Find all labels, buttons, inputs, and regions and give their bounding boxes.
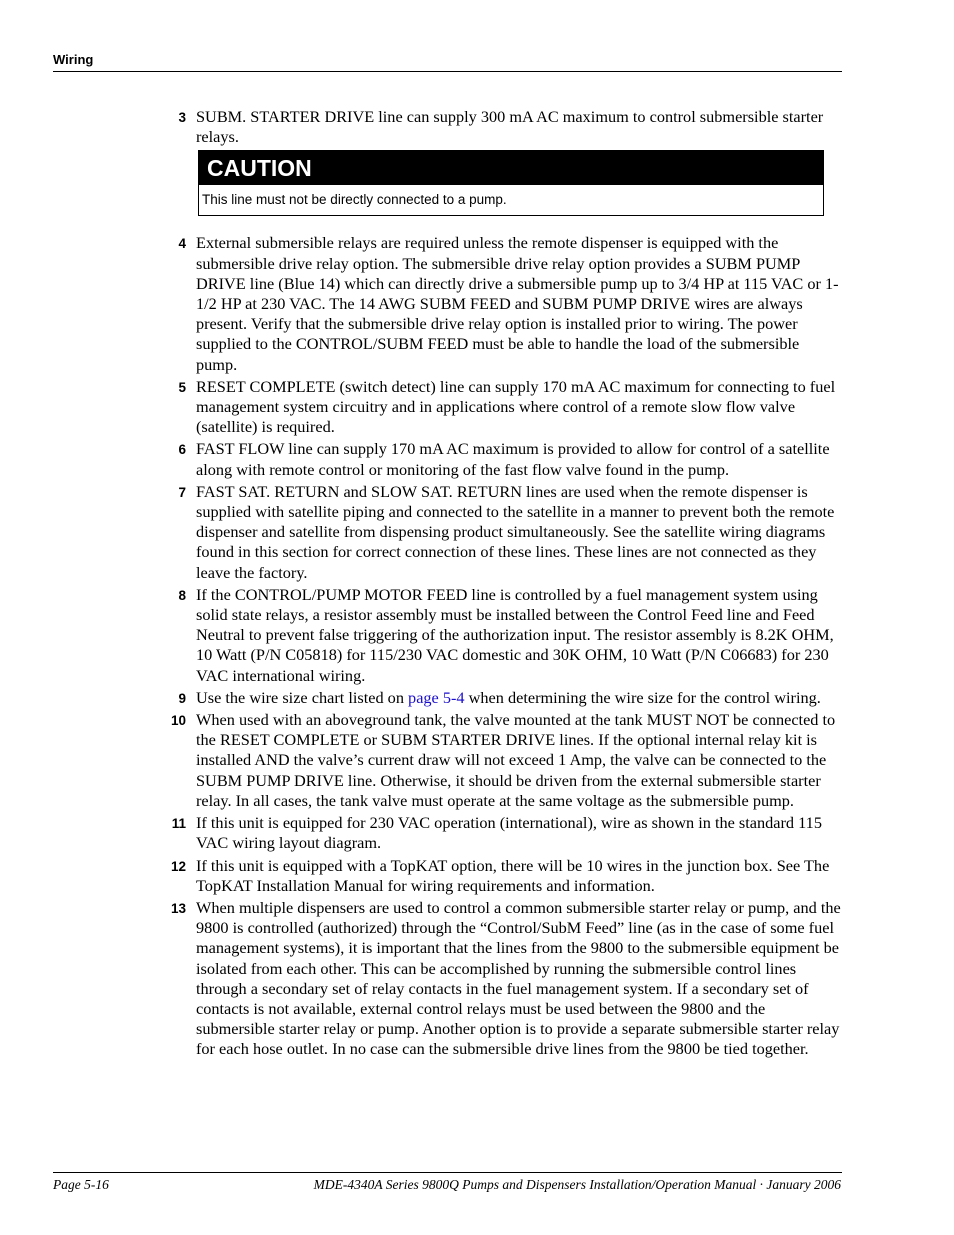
footer-page-number: Page 5-16 [53, 1177, 109, 1192]
note-item [164, 439, 844, 479]
caution-title: CAUTION [199, 151, 823, 185]
note-item [164, 688, 844, 708]
note-text-before-link: Use the wire size chart listed on [196, 687, 409, 707]
note-number: 4 [178, 236, 186, 252]
footer-document-title: MDE-4340A Series 9800Q Pumps and Dispensers Installation/Operation Manual · January 2006 [313, 1177, 841, 1192]
note-text: If this unit is equipped with a TopKAT option, there will be 10 wires in the junction box. See The TopKAT Installation Manual for wiring requirements and information. [196, 855, 830, 895]
note-number: 6 [178, 442, 186, 458]
note-text: When used with an aboveground tank, the valve mounted at the tank MUST NOT be connected to the RESET COMPLETE or SUBM STARTER DRIVE lines. If the optional internal relay kit is installed AND the valve’s current draw will not exceed 1 Amp, the valve can be connected to the SUBM PUMP DRIVE line. Otherwise, it should be driven from the external submersible starter relay. In all cases, the tank valve must operate at the same voltage as the submersible pump. [196, 710, 836, 810]
note-number: 9 [178, 690, 186, 706]
header-section-label: Wiring [53, 52, 94, 67]
note-text-after-link: when determining the wire size for the control wiring. [464, 687, 821, 707]
note-text: FAST FLOW line can supply 170 mA AC maximum is provided to allow for control of a satellite along with remote control or monitoring of the fast flow valve found in the pump. [196, 439, 830, 479]
note-number: 7 [178, 484, 186, 500]
note-number: 10 [170, 713, 186, 729]
page-link[interactable]: page 5-4 [408, 687, 465, 707]
note-text: FAST SAT. RETURN and SLOW SAT. RETURN lines are used when the remote dispenser is supplied with satellite piping and connected to the satellite in a manner to prevent both the remote dispenser and satellite from dispensing product simultaneously. See the satellite wiring diagrams found in this section for correct connection of these lines. These lines are not connected as they leave the factory. [196, 481, 835, 582]
note-text: SUBM. STARTER DRIVE line can supply 300 mA AC maximum to control submersible starter relays. [196, 107, 824, 147]
note-number: 3 [178, 110, 186, 125]
note-item [164, 377, 844, 438]
note-text: External submersible relays are required unless the remote dispenser is equipped with the submersible drive relay option. The submersible drive relay option provides a SUBM PUMP DRIVE line (Blue 14) which can directly drive a submersible pump up to 3/4 HP at 115 VAC or 1-1/2 HP at 230 VAC. The 14 AWG SUBM FEED and SUBM PUMP DRIVE wires are always present. Verify that the submersible drive relay option is installed prior to wiring. The power supplied to the CONTROL/SUBM FEED must be able to handle the load of the submersible pump. [196, 233, 839, 374]
note-number: 5 [178, 379, 186, 395]
note-item [164, 710, 844, 811]
note-item [164, 482, 844, 583]
note-text: If the CONTROL/PUMP MOTOR FEED line is controlled by a fuel management system using solid state relays, a resistor assembly must be installed between the Control Feed line and Feed Neutral to prevent false triggering of the authorization input. The resistor assembly is 8.2K OHM, 10 Watt (P/N C05818) for 115/230 VAC domestic and 30K OHM, 10 Watt (P/N C06683) for 230 VAC international wiring. [196, 584, 834, 685]
note-text: When multiple dispensers are used to control a common submersible starter relay or pump, and the 9800 is controlled (authorized) through the “Control/SubM Feed” line (as in the case of some fuel management systems), it is important that the lines from the 9800 to the submersible equipment be isolated from each other. This can be accomplished by running the submersible control lines through a secondary set of relay contacts in the fuel management system. If a secondary set of contacts is not available, external control relays must be used between the 9800 and the submersible starter relay or pump. Another option is to provide a separate submersible starter relay for each hose outlet. In no case can the submersible drive lines from the 9800 be tied together. [196, 897, 841, 1059]
note-item [164, 856, 844, 896]
note-item [164, 898, 844, 1060]
note-number: 8 [178, 587, 186, 603]
notes-list [164, 107, 844, 1062]
note-number: 13 [170, 900, 186, 916]
header-rule [53, 71, 842, 72]
note-text: RESET COMPLETE (switch detect) line can supply 170 mA AC maximum for connecting to fuel management system circuitry and in applications where control of a remote slow flow valve (satellite) is required. [196, 376, 836, 437]
note-text: If this unit is equipped for 230 VAC operation (international), wire as shown in the standard 115 VAC wiring layout diagram. [196, 813, 822, 853]
caution-box [198, 150, 824, 216]
note-item [164, 585, 844, 686]
footer-rule [53, 1172, 842, 1173]
caution-text: This line must not be directly connected to a pump. [202, 192, 507, 208]
note-number: 12 [170, 858, 186, 874]
note-item [164, 107, 844, 147]
note-number: 11 [171, 816, 186, 832]
note-item [164, 233, 844, 374]
note-item [164, 813, 844, 853]
